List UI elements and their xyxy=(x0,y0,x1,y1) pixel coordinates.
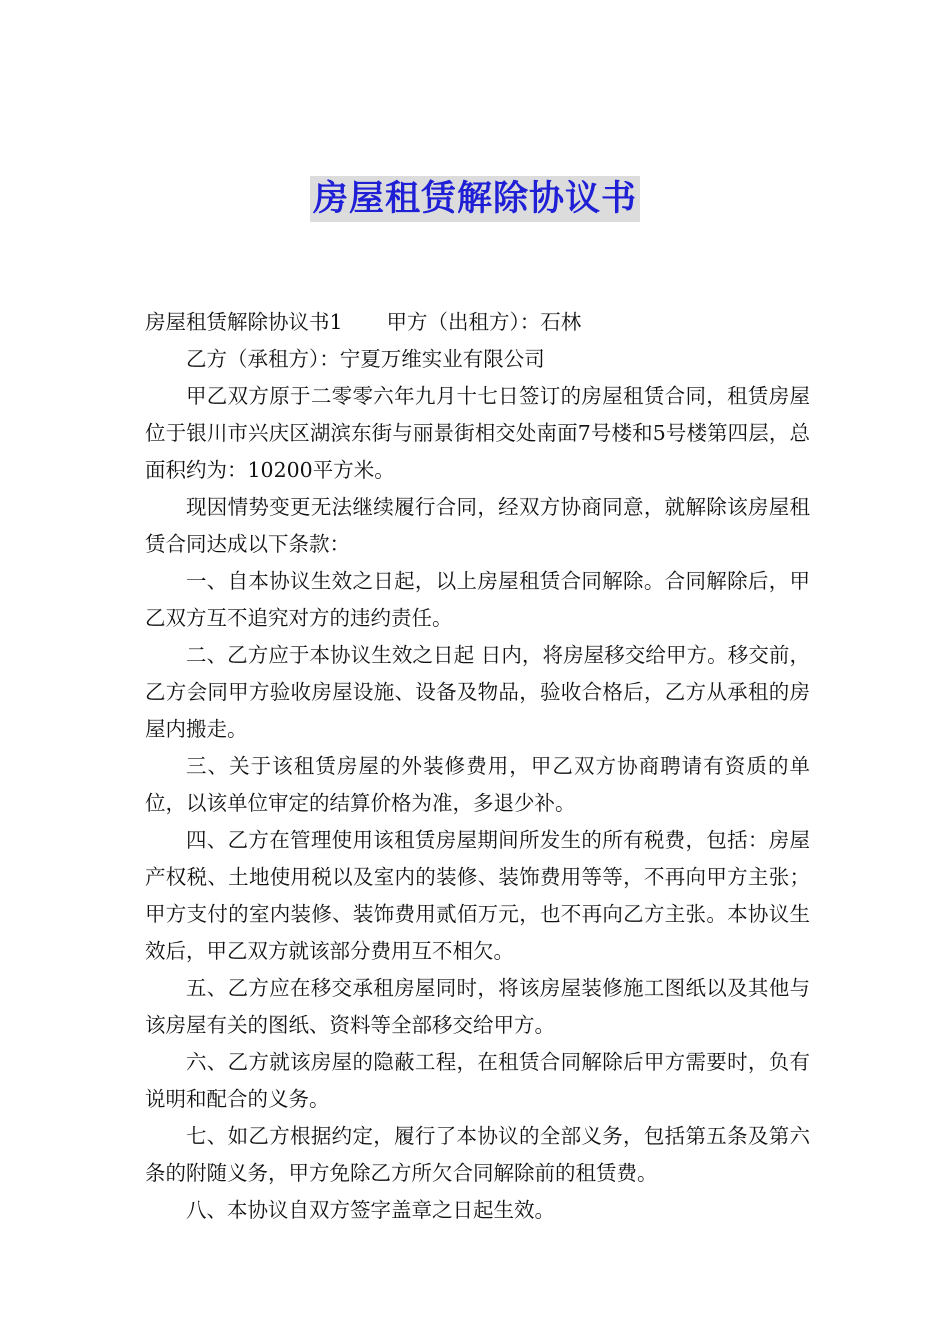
clause-4: 四、乙方在管理使用该租赁房屋期间所发生的所有税费，包括：房屋产权税、土地使用税以及室内的装修、装饰费用等等，不再向甲方主张；甲方支付的室内装修、装饰费用贰佰万元，也不再向乙方主张。本协议生效后，甲乙双方就该部分费用互不相欠。 xyxy=(145,828,810,963)
document-title: 房屋租赁解除协议书 xyxy=(310,176,640,222)
clause-1: 一、自本协议生效之日起，以上房屋租赁合同解除。合同解除后，甲乙双方互不追究对方的违约责任。 xyxy=(145,569,810,630)
reason-paragraph: 现因情势变更无法继续履行合同，经双方协商同意，就解除该房屋租赁合同达成以下条款： xyxy=(145,495,810,556)
agreement-heading: 房屋租赁解除协议书1 xyxy=(145,310,343,334)
document-body xyxy=(145,304,810,1229)
clause-5: 五、乙方应在移交承租房屋同时，将该房屋装修施工图纸以及其他与该房屋有关的图纸、资料等全部移交给甲方。 xyxy=(145,976,810,1037)
title-container xyxy=(0,176,950,222)
clause-8: 八、本协议自双方签字盖章之日起生效。 xyxy=(186,1198,555,1222)
clause-2: 二、乙方应于本协议生效之日起 日内，将房屋移交给甲方。移交前，乙方会同甲方验收房屋设施、设备及物品，验收合格后，乙方从承租的房屋内搬走。 xyxy=(145,643,810,741)
first-line xyxy=(145,304,810,341)
clause-6: 六、乙方就该房屋的隐蔽工程，在租赁合同解除后甲方需要时，负有说明和配合的义务。 xyxy=(145,1050,810,1111)
party-a-line: 甲方（出租方）：石林 xyxy=(386,310,582,334)
clause-3: 三、关于该租赁房屋的外装修费用，甲乙双方协商聘请有资质的单位，以该单位审定的结算价格为准，多退少补。 xyxy=(145,754,810,815)
background-paragraph: 甲乙双方原于二零零六年九月十七日签订的房屋租赁合同，租赁房屋位于银川市兴庆区湖滨东街与丽景街相交处南面7号楼和5号楼第四层，总面积约为：10200平方米。 xyxy=(145,384,810,482)
party-b-line: 乙方（承租方）：宁夏万维实业有限公司 xyxy=(186,347,545,371)
clause-7: 七、如乙方根据约定，履行了本协议的全部义务，包括第五条及第六条的附随义务，甲方免除乙方所欠合同解除前的租赁费。 xyxy=(145,1124,810,1185)
